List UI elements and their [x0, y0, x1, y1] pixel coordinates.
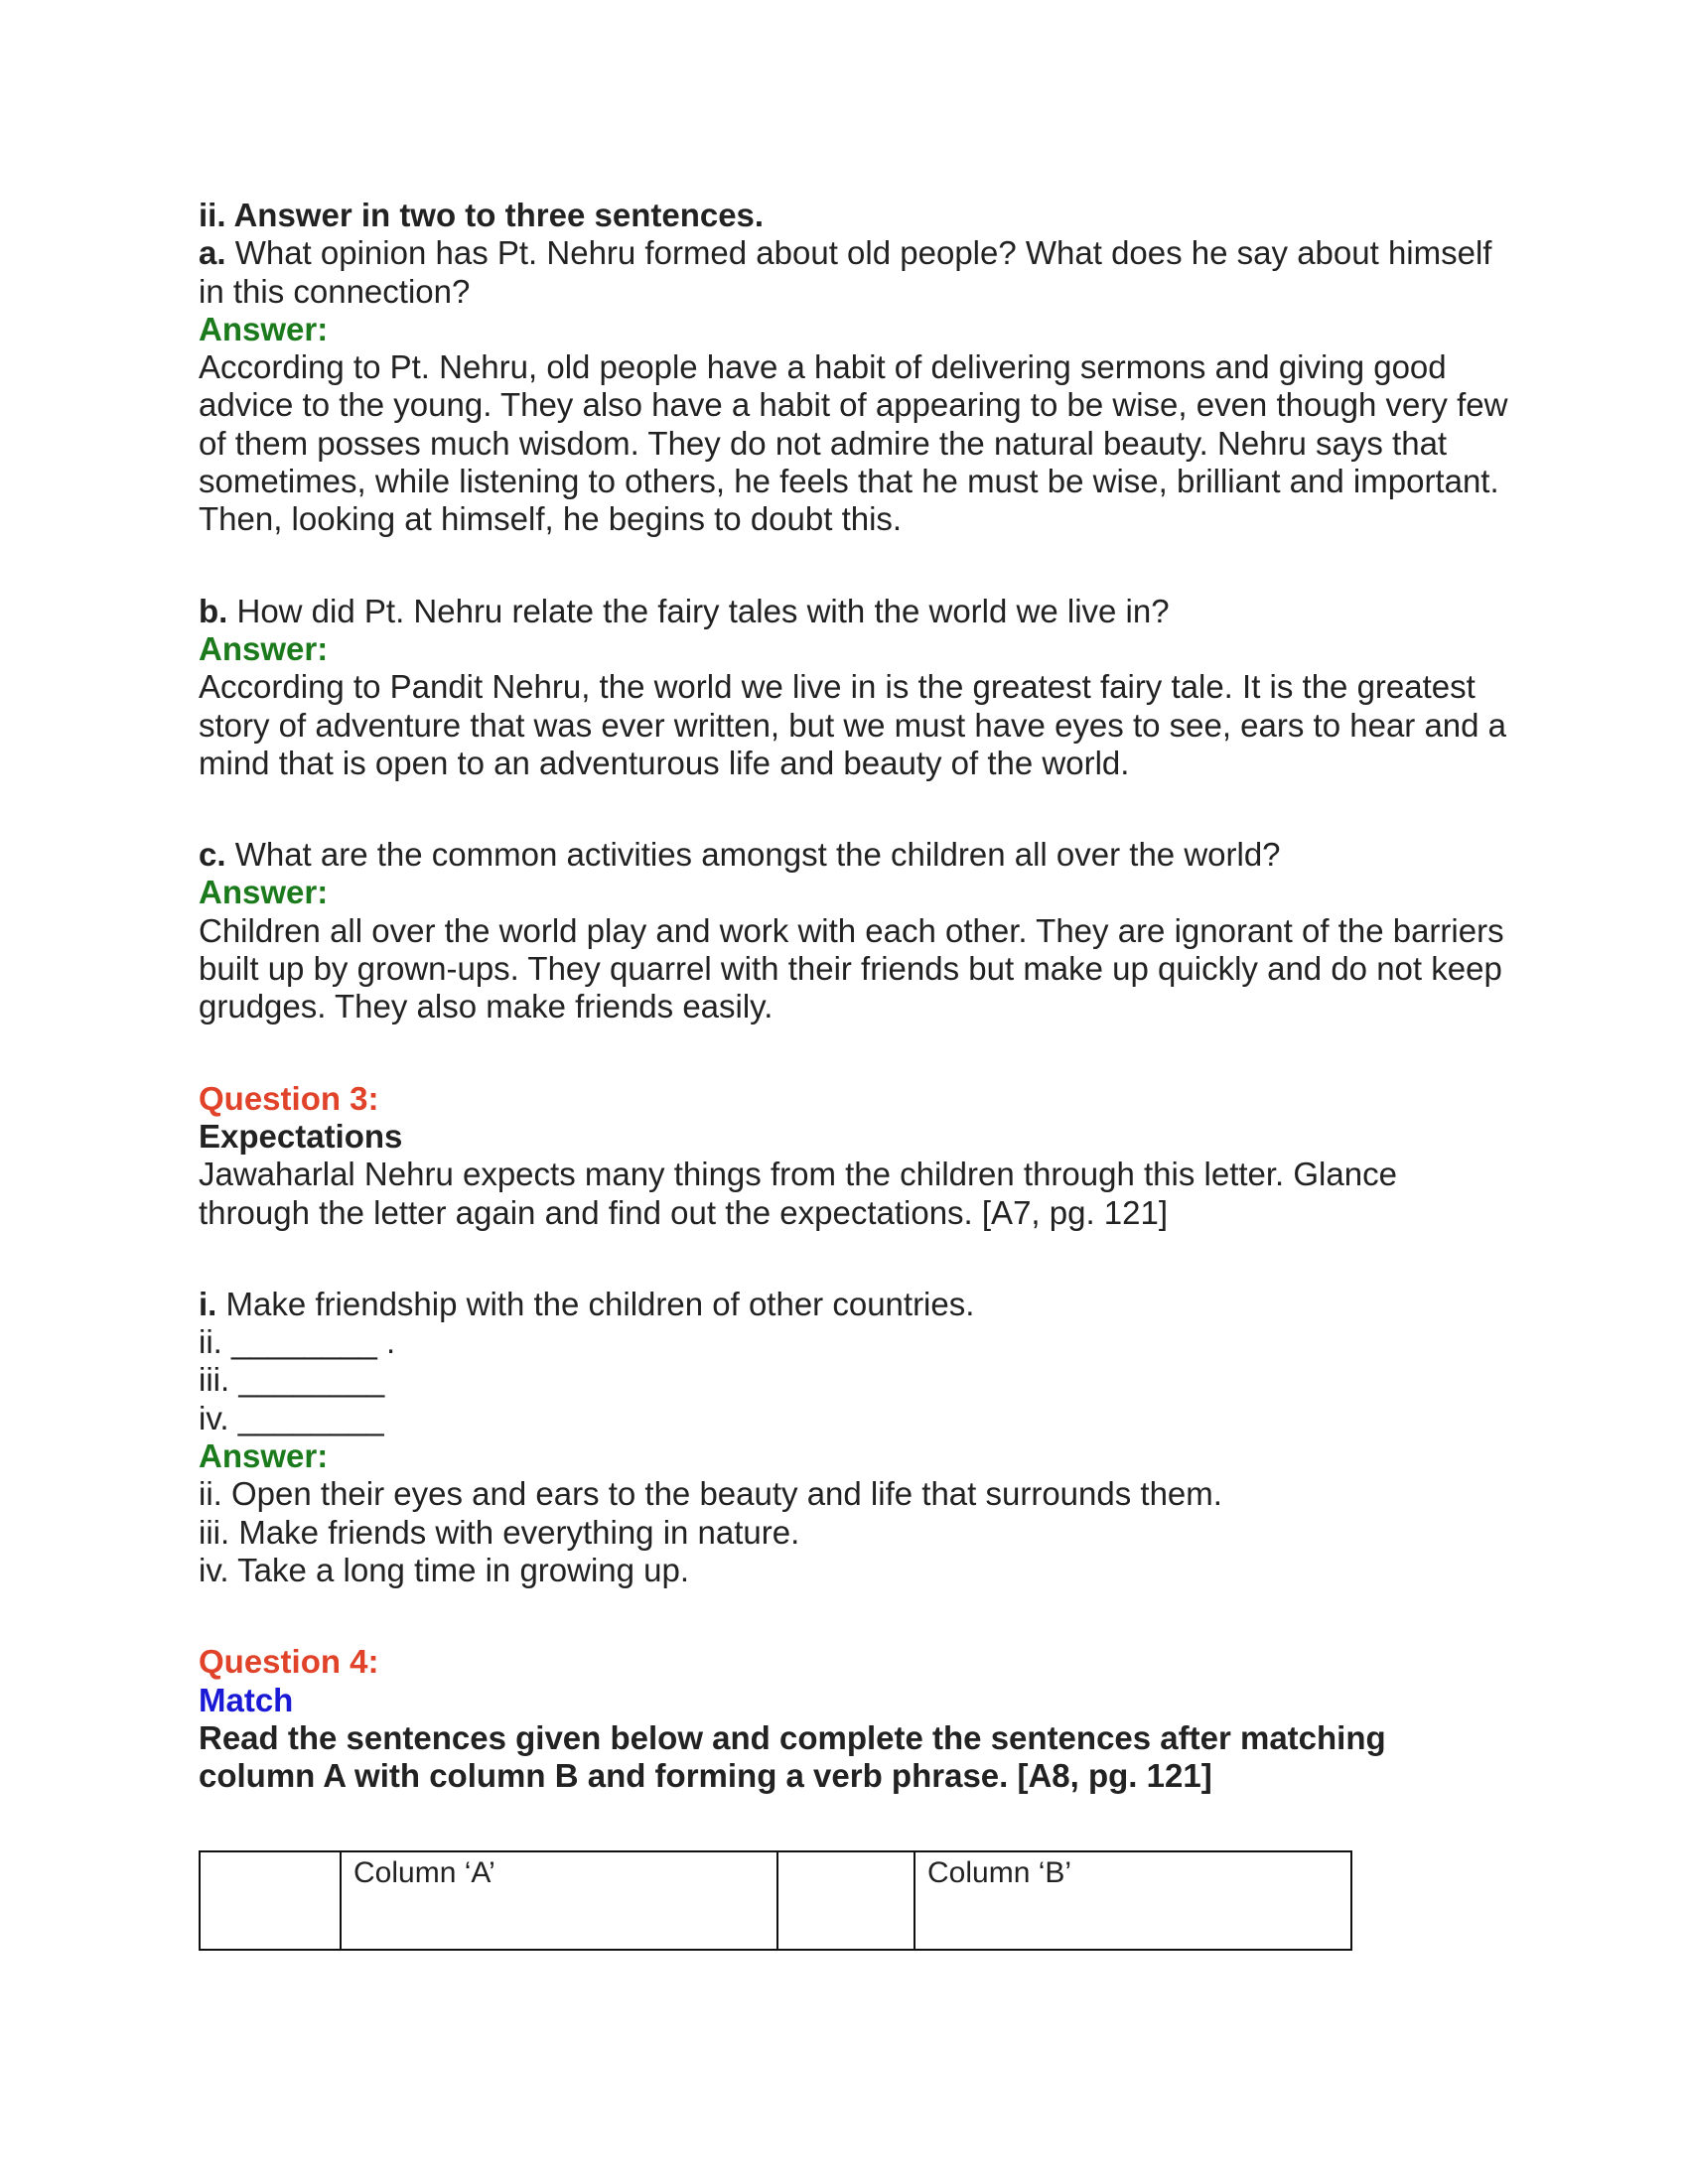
qa-block-c	[199, 836, 1509, 1025]
table-row	[200, 1851, 1351, 1950]
question-3-title: Expectations	[199, 1117, 403, 1155]
table-cell	[200, 1851, 341, 1950]
answer-text: According to Pt. Nehru, old people have a habit of delivering sermons and giving good advice to the young. They also have a habit of appearing to be wise, even though very few of them posses much wisdom. They do not admire the natural beauty. Nehru says that sometimes, while listening to others, he feels that he must be wise, brilliant and important. Then, looking at himself, he begins to doubt this.	[199, 348, 1508, 538]
question-3-text: Jawaharlal Nehru expects many things from the children through this letter. Glance through the letter again and find out the expectations. [A7, pg. 121]	[199, 1156, 1397, 1231]
question-text: What are the common activities amongst the children all over the world?	[234, 836, 1281, 874]
question-text: How did Pt. Nehru relate the fairy tales with the world we live in?	[236, 592, 1170, 629]
list-item	[199, 1323, 1509, 1361]
section-heading: ii. Answer in two to three sentences.	[199, 197, 765, 233]
qa-block-a	[199, 234, 1509, 538]
question-4-instruction: Read the sentences given below and complete the sentences after matching column A with column B and forming a verb phrase. [A8, pg. 121]	[199, 1718, 1386, 1795]
question-text: What opinion has Pt. Nehru formed about old people? What does he say about himself in this connection?	[199, 234, 1492, 310]
blank-line: ________ .	[231, 1323, 396, 1361]
question-3-label: Question 3:	[199, 1079, 379, 1117]
blank-line: ________	[237, 1399, 384, 1436]
answer-line: ii. Open their eyes and ears to the beauty and life that surrounds them.	[199, 1475, 1222, 1513]
item-number: ii.	[199, 1323, 222, 1361]
expectations-list	[199, 1286, 1509, 1589]
blank-line: ________	[238, 1361, 385, 1399]
question-4-title: Match	[199, 1681, 294, 1718]
list-item	[199, 1286, 1509, 1323]
list-item	[199, 1361, 1509, 1399]
answer-label: Answer:	[199, 1437, 329, 1475]
item-number: iv.	[199, 1399, 229, 1436]
page-content	[199, 197, 1509, 1795]
answer-text: According to Pandit Nehru, the world we live in is the greatest fairy tale. It is the greatest story of adventure that was ever written, but we must have eyes to see, ears to hear and a mind that is open to an adventurous life and beauty of the world.	[199, 668, 1507, 781]
match-table	[199, 1850, 1352, 1951]
answer-label: Answer:	[199, 874, 329, 911]
answer-text: Children all over the world play and work with each other. They are ignorant of the barriers built up by grown-ups. They quarrel with their friends but make up quickly and do not keep grudges. They also make friends easily.	[199, 911, 1504, 1025]
column-b-header: Column ‘B’	[914, 1851, 1351, 1950]
list-item	[199, 1400, 1509, 1437]
question-c	[199, 836, 1509, 874]
qa-block-b	[199, 593, 1509, 782]
answer-line: iv. Take a long time in growing up.	[199, 1551, 690, 1588]
item-number: iii.	[199, 1361, 230, 1399]
item-text: Make friendship with the children of other countries.	[225, 1285, 975, 1322]
question-b	[199, 593, 1509, 630]
question-a	[199, 234, 1509, 311]
answer-label: Answer:	[199, 310, 329, 347]
answer-label: Answer:	[199, 629, 329, 667]
question-4-label: Question 4:	[199, 1643, 379, 1681]
question-letter: a.	[199, 234, 226, 272]
column-a-header: Column ‘A’	[341, 1851, 777, 1950]
question-letter: b.	[199, 592, 228, 629]
question-4-block	[199, 1643, 1509, 1795]
item-number: i.	[199, 1285, 217, 1322]
answer-line: iii. Make friends with everything in nature.	[199, 1513, 800, 1551]
table-cell	[777, 1851, 914, 1950]
question-3-block	[199, 1080, 1509, 1232]
question-letter: c.	[199, 836, 226, 874]
